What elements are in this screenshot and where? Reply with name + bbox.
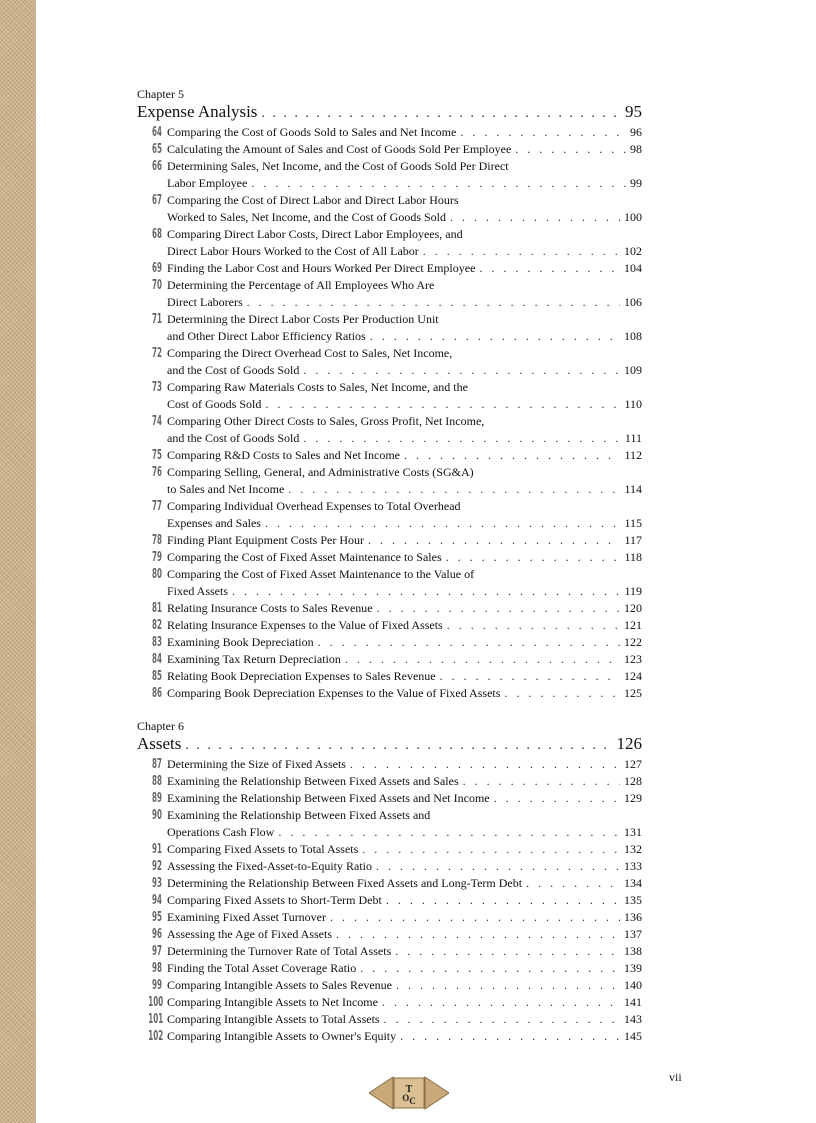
- entry-line: [167, 226, 642, 243]
- chapter-title: Expense Analysis: [137, 102, 258, 121]
- entry-line: [167, 566, 642, 583]
- entry-number: 75: [152, 448, 162, 463]
- toc-entry[interactable]: [137, 260, 642, 277]
- entry-number: 86: [152, 686, 162, 701]
- entry-number: 65: [152, 142, 162, 157]
- toc-entry[interactable]: [137, 141, 642, 158]
- entry-page: 102: [624, 244, 642, 258]
- entry-page: 123: [624, 652, 642, 666]
- dot-leader: [377, 600, 620, 617]
- entry-page: 121: [624, 618, 642, 632]
- dot-leader: [396, 977, 620, 994]
- entry-line: [167, 158, 642, 175]
- entry-title: Comparing Selling, General, and Administrative Costs (SG&A): [167, 465, 474, 479]
- entry-title: Worked to Sales, Net Income, and the Cost of Goods Sold: [167, 210, 446, 224]
- dot-leader: [382, 994, 620, 1011]
- entry-title: Labor Employee: [167, 176, 248, 190]
- chapter-gap: [137, 702, 642, 718]
- entry-title: and the Cost of Goods Sold: [167, 431, 300, 445]
- toc-entry[interactable]: [137, 464, 642, 498]
- dot-leader: [185, 736, 612, 756]
- entry-title: Finding Plant Equipment Costs Per Hour: [167, 533, 365, 547]
- toc-entry[interactable]: [137, 960, 642, 977]
- dot-leader: [345, 651, 620, 668]
- entry-title: Comparing Fixed Assets to Total Assets: [167, 842, 359, 856]
- entry-title: Comparing Other Direct Costs to Sales, Gross Profit, Net Income,: [167, 414, 485, 428]
- previous-page-button[interactable]: [369, 1077, 393, 1109]
- toc-entry[interactable]: [137, 773, 642, 790]
- entry-line: [167, 960, 642, 977]
- entry-title: Comparing Book Depreciation Expenses to the Value of Fixed Assets: [167, 686, 501, 700]
- toc-entry[interactable]: [137, 192, 642, 226]
- entry-title: Comparing Intangible Assets to Sales Revenue: [167, 978, 392, 992]
- entry-page: 127: [624, 757, 642, 771]
- entry-title: Examining the Relationship Between Fixed Assets and Sales: [167, 774, 459, 788]
- toc-entry[interactable]: [137, 756, 642, 773]
- entry-page: 135: [624, 893, 642, 907]
- entry-page: 143: [624, 1012, 642, 1026]
- entry-number: 88: [152, 774, 162, 789]
- toc-entry[interactable]: [137, 226, 642, 260]
- left-arrow-icon: [369, 1077, 393, 1109]
- entry-page: 134: [624, 876, 642, 890]
- entry-number: 91: [152, 842, 162, 857]
- entry-title: Examining Fixed Asset Turnover: [167, 910, 327, 924]
- entry-line: [167, 481, 642, 498]
- toc-navigation: [369, 1075, 449, 1111]
- entry-number: 68: [152, 227, 162, 242]
- toc-entry[interactable]: [137, 158, 642, 192]
- toc-entry[interactable]: [137, 345, 642, 379]
- decorative-side-strip: [0, 0, 36, 1123]
- entry-number: 99: [152, 978, 162, 993]
- entry-line: [167, 600, 642, 617]
- entry-page: 131: [624, 825, 642, 839]
- entry-number: 76: [152, 465, 162, 480]
- entry-line: [167, 807, 642, 824]
- toc-entry[interactable]: [137, 447, 642, 464]
- chapter-page: 126: [616, 734, 642, 753]
- toc-entry[interactable]: [137, 1028, 642, 1045]
- entry-page: 99: [630, 176, 642, 190]
- dot-leader: [336, 926, 620, 943]
- entry-title: Comparing the Cost of Direct Labor and Direct Labor Hours: [167, 193, 459, 207]
- entry-page: 115: [624, 516, 642, 530]
- entry-line: [167, 413, 642, 430]
- entry-number: 96: [152, 927, 162, 942]
- entry-number: 74: [152, 414, 162, 429]
- entry-number: 69: [152, 261, 162, 276]
- entry-line: [167, 790, 642, 807]
- entry-line: [167, 824, 642, 841]
- entry-number: 85: [152, 669, 162, 684]
- chapter-title-link[interactable]: [137, 734, 642, 754]
- toc-entry[interactable]: [137, 532, 642, 549]
- entry-title: Comparing Direct Labor Costs, Direct Labor Employees, and: [167, 227, 463, 241]
- entry-page: 145: [624, 1029, 642, 1043]
- entry-title: to Sales and Net Income: [167, 482, 285, 496]
- entry-number: 92: [152, 859, 162, 874]
- entry-number: 94: [152, 893, 162, 908]
- entry-line: [167, 260, 642, 277]
- entry-title: Determining the Turnover Rate of Total Assets: [167, 944, 392, 958]
- entry-number: 66: [152, 159, 162, 174]
- dot-leader: [360, 960, 620, 977]
- dot-leader: [515, 141, 626, 158]
- toc-button[interactable]: [394, 1078, 424, 1108]
- dot-leader: [368, 532, 620, 549]
- entry-line: [167, 124, 642, 141]
- toc-entry[interactable]: [137, 617, 642, 634]
- entry-line: [167, 926, 642, 943]
- entry-line: [167, 175, 642, 192]
- entry-line: [167, 464, 642, 481]
- entry-page: 98: [630, 142, 642, 156]
- entry-number: 90: [152, 808, 162, 823]
- dot-leader: [479, 260, 620, 277]
- entry-line: [167, 379, 642, 396]
- dot-leader: [278, 824, 620, 841]
- entry-title: Comparing R&D Costs to Sales and Net Income: [167, 448, 400, 462]
- entry-line: [167, 875, 642, 892]
- entry-title: Direct Labor Hours Worked to the Cost of All Labor: [167, 244, 419, 258]
- entry-page: 139: [624, 961, 642, 975]
- entry-number: 80: [152, 567, 162, 582]
- entry-title: Determining the Direct Labor Costs Per Production Unit: [167, 312, 439, 326]
- table-of-contents: [137, 86, 642, 1045]
- entry-line: [167, 685, 642, 702]
- entry-line: [167, 345, 642, 362]
- toc-entry[interactable]: [137, 1011, 642, 1028]
- toc-entry[interactable]: [137, 413, 642, 447]
- entry-title: Operations Cash Flow: [167, 825, 275, 839]
- entry-title: Comparing Intangible Assets to Net Income: [167, 995, 378, 1009]
- dot-leader: [265, 515, 620, 532]
- entry-line: [167, 498, 642, 515]
- entry-page: 138: [624, 944, 642, 958]
- entry-page: 100: [624, 210, 642, 224]
- entry-number: 67: [152, 193, 162, 208]
- entry-title: Calculating the Amount of Sales and Cost of Goods Sold Per Employee: [167, 142, 512, 156]
- dot-leader: [423, 243, 620, 260]
- entry-title: Determining the Percentage of All Employees Who Are: [167, 278, 435, 292]
- entry-line: [167, 994, 642, 1011]
- toc-icon-letter-t: T: [405, 1084, 413, 1095]
- entry-number: 82: [152, 618, 162, 633]
- dot-leader: [440, 668, 620, 685]
- entry-number: 78: [152, 533, 162, 548]
- dot-leader: [350, 756, 620, 773]
- entry-title: Examining Tax Return Depreciation: [167, 652, 341, 666]
- entry-title: Assessing the Age of Fixed Assets: [167, 927, 332, 941]
- entry-page: 110: [624, 397, 642, 411]
- entry-page: 128: [624, 774, 642, 788]
- dot-leader: [450, 209, 620, 226]
- toc-entry[interactable]: [137, 943, 642, 960]
- page-number: vii: [669, 1070, 682, 1084]
- toc-entry[interactable]: [137, 566, 642, 600]
- entry-number: 71: [152, 312, 162, 327]
- toc-entry[interactable]: [137, 651, 642, 668]
- toc-entry[interactable]: [137, 668, 642, 685]
- toc-entry[interactable]: [137, 685, 642, 702]
- entry-line: [167, 651, 642, 668]
- entry-number: 73: [152, 380, 162, 395]
- toc-entry[interactable]: [137, 124, 642, 141]
- entry-number: 97: [152, 944, 162, 959]
- entry-title: and the Cost of Goods Sold: [167, 363, 300, 377]
- entry-page: 117: [624, 533, 642, 547]
- entry-page: 114: [624, 482, 642, 496]
- entry-line: [167, 192, 642, 209]
- entry-title: and Other Direct Labor Efficiency Ratios: [167, 329, 366, 343]
- entry-page: 140: [624, 978, 642, 992]
- entry-line: [167, 294, 642, 311]
- entry-page: 104: [624, 261, 642, 275]
- next-page-button[interactable]: [425, 1077, 449, 1109]
- entry-line: [167, 362, 642, 379]
- entry-line: [167, 532, 642, 549]
- entry-title: Finding the Total Asset Coverage Ratio: [167, 961, 357, 975]
- entry-number: 79: [152, 550, 162, 565]
- entry-line: [167, 277, 642, 294]
- entry-line: [167, 1028, 642, 1045]
- dot-leader: [251, 175, 626, 192]
- entry-title: Finding the Labor Cost and Hours Worked Per Direct Employee: [167, 261, 476, 275]
- entry-title: Comparing the Cost of Goods Sold to Sales and Net Income: [167, 125, 457, 139]
- entry-title: Assessing the Fixed-Asset-to-Equity Ratio: [167, 859, 372, 873]
- toc-entry[interactable]: [137, 926, 642, 943]
- entry-line: [167, 668, 642, 685]
- entry-line: [167, 515, 642, 532]
- entry-title: Comparing Individual Overhead Expenses to Total Overhead: [167, 499, 461, 513]
- right-arrow-icon: [425, 1077, 449, 1109]
- dot-leader: [376, 858, 620, 875]
- entry-page: 119: [624, 584, 642, 598]
- entry-page: 136: [624, 910, 642, 924]
- dot-leader: [265, 396, 620, 413]
- entry-line: [167, 243, 642, 260]
- entry-page: 132: [624, 842, 642, 856]
- entry-line: [167, 634, 642, 651]
- entry-title: Examining Book Depreciation: [167, 635, 314, 649]
- entry-line: [167, 328, 642, 345]
- toc-entry[interactable]: [137, 311, 642, 345]
- entry-line: [167, 943, 642, 960]
- entry-page: 133: [624, 859, 642, 873]
- entry-number: 89: [152, 791, 162, 806]
- toc-entry[interactable]: [137, 841, 642, 858]
- entry-number: 72: [152, 346, 162, 361]
- entry-line: [167, 583, 642, 600]
- entry-line: [167, 773, 642, 790]
- entry-line: [167, 447, 642, 464]
- entry-line: [167, 841, 642, 858]
- toc-entry[interactable]: [137, 977, 642, 994]
- entry-number: 100: [148, 995, 164, 1010]
- entry-page: 120: [624, 601, 642, 615]
- dot-leader: [303, 362, 620, 379]
- dot-leader: [247, 294, 620, 311]
- toc-entry[interactable]: [137, 549, 642, 566]
- dot-leader: [460, 124, 626, 141]
- dot-leader: [400, 1028, 620, 1045]
- entry-line: [167, 892, 642, 909]
- dot-leader: [370, 328, 620, 345]
- entry-title: Relating Insurance Expenses to the Value of Fixed Assets: [167, 618, 443, 632]
- entry-page: 109: [624, 363, 642, 377]
- entry-title: Comparing Intangible Assets to Owner's Equity: [167, 1029, 397, 1043]
- entry-title: Cost of Goods Sold: [167, 397, 262, 411]
- entry-number: 83: [152, 635, 162, 650]
- toc-entry[interactable]: [137, 858, 642, 875]
- toc-icon-letters-oc: OC: [402, 1093, 416, 1106]
- toc-entry[interactable]: [137, 909, 642, 926]
- entry-title: Examining the Relationship Between Fixed Assets and: [167, 808, 431, 822]
- entry-title: Expenses and Sales: [167, 516, 261, 530]
- dot-leader: [303, 430, 621, 447]
- entry-line: [167, 209, 642, 226]
- entry-title: Relating Book Depreciation Expenses to Sales Revenue: [167, 669, 436, 683]
- toc-entry[interactable]: [137, 634, 642, 651]
- entry-number: 84: [152, 652, 162, 667]
- entry-title: Determining the Size of Fixed Assets: [167, 757, 346, 771]
- entry-page: 124: [624, 669, 642, 683]
- chapter-label: Chapter 5: [137, 87, 184, 101]
- entry-number: 87: [152, 757, 162, 772]
- chapter-title: Assets: [137, 734, 182, 753]
- entry-page: 141: [624, 995, 642, 1009]
- dot-leader: [504, 685, 620, 702]
- dot-leader: [463, 773, 620, 790]
- entry-line: [167, 617, 642, 634]
- toc-entry[interactable]: [137, 892, 642, 909]
- entry-title: Comparing Fixed Assets to Short-Term Debt: [167, 893, 382, 907]
- toc-entry[interactable]: [137, 994, 642, 1011]
- entry-number: 101: [148, 1012, 164, 1027]
- dot-leader: [318, 634, 620, 651]
- dot-leader: [386, 892, 620, 909]
- dot-leader: [447, 617, 620, 634]
- dot-leader: [526, 875, 620, 892]
- entry-title: Determining Sales, Net Income, and the Cost of Goods Sold Per Direct: [167, 159, 509, 173]
- entry-page: 137: [624, 927, 642, 941]
- entry-title: Comparing the Direct Overhead Cost to Sales, Net Income,: [167, 346, 453, 360]
- entry-line: [167, 311, 642, 328]
- entry-page: 129: [624, 791, 642, 805]
- toc-entry[interactable]: [137, 807, 642, 841]
- entry-title: Relating Insurance Costs to Sales Revenue: [167, 601, 373, 615]
- entry-page: 96: [630, 125, 642, 139]
- chapter-title-link[interactable]: [137, 102, 642, 122]
- dot-leader: [446, 549, 621, 566]
- entry-number: 70: [152, 278, 162, 293]
- entry-number: 102: [148, 1029, 164, 1044]
- entry-number: 64: [152, 125, 162, 140]
- chapter-label: Chapter 6: [137, 719, 184, 733]
- toc-entry[interactable]: [137, 277, 642, 311]
- toc-entry[interactable]: [137, 790, 642, 807]
- entry-page: 108: [624, 329, 642, 343]
- entry-line: [167, 1011, 642, 1028]
- dot-leader: [330, 909, 620, 926]
- chapter-page: 95: [625, 102, 642, 121]
- entry-title: Determining the Relationship Between Fixed Assets and Long-Term Debt: [167, 876, 523, 890]
- entry-line: [167, 909, 642, 926]
- entry-title: Comparing the Cost of Fixed Asset Maintenance to the Value of: [167, 567, 475, 581]
- entry-title: Comparing Raw Materials Costs to Sales, Net Income, and the: [167, 380, 468, 394]
- entry-number: 77: [152, 499, 162, 514]
- entry-line: [167, 549, 642, 566]
- entry-line: [167, 756, 642, 773]
- entry-title: Fixed Assets: [167, 584, 229, 598]
- dot-leader: [288, 481, 620, 498]
- entry-title: Comparing Intangible Assets to Total Assets: [167, 1012, 380, 1026]
- toc-entry[interactable]: [137, 498, 642, 532]
- entry-page: 111: [624, 431, 642, 445]
- entry-title: Direct Laborers: [167, 295, 243, 309]
- entry-line: [167, 141, 642, 158]
- dot-leader: [395, 943, 620, 960]
- entry-page: 125: [624, 686, 642, 700]
- dot-leader: [404, 447, 620, 464]
- dot-leader: [261, 104, 621, 124]
- entry-page: 106: [624, 295, 642, 309]
- entry-number: 81: [152, 601, 162, 616]
- entry-line: [167, 396, 642, 413]
- toc-entry[interactable]: [137, 875, 642, 892]
- entry-line: [167, 977, 642, 994]
- entry-number: 95: [152, 910, 162, 925]
- toc-entry[interactable]: [137, 379, 642, 413]
- entry-page: 118: [624, 550, 642, 564]
- entry-number: 98: [152, 961, 162, 976]
- dot-leader: [362, 841, 620, 858]
- entry-line: [167, 430, 642, 447]
- entry-line: [167, 858, 642, 875]
- entry-page: 122: [624, 635, 642, 649]
- dot-leader: [494, 790, 620, 807]
- toc-entry[interactable]: [137, 600, 642, 617]
- entry-title: Examining the Relationship Between Fixed Assets and Net Income: [167, 791, 490, 805]
- entry-page: 112: [624, 448, 642, 462]
- dot-leader: [232, 583, 620, 600]
- entry-title: Comparing the Cost of Fixed Asset Maintenance to Sales: [167, 550, 442, 564]
- dot-leader: [384, 1011, 620, 1028]
- entry-number: 93: [152, 876, 162, 891]
